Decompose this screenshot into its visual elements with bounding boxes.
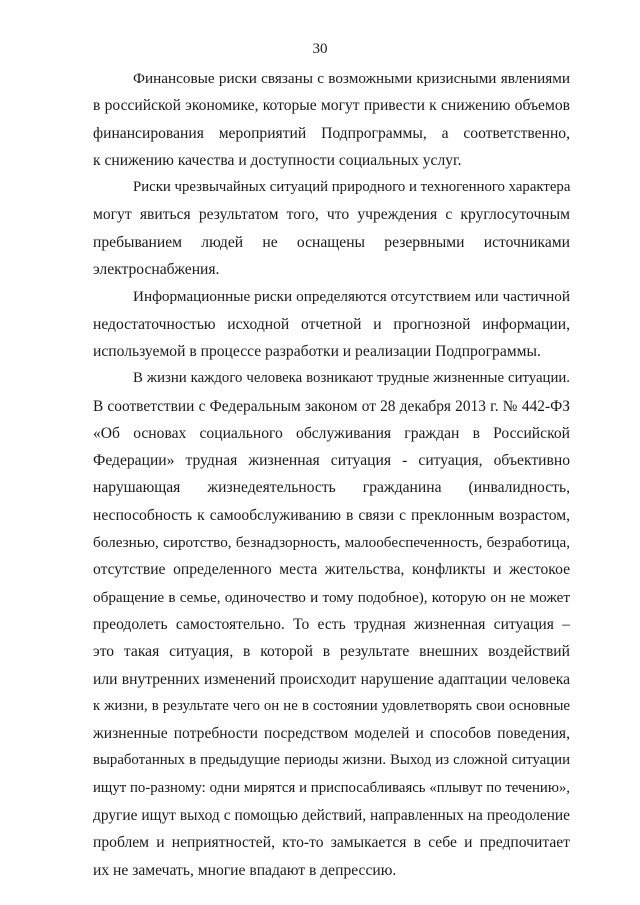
text-line: недостаточностью исходной отчетной и прогнозной информации, — [93, 315, 570, 333]
text-line: неспособность к самообслуживанию в связи с преклонным возрастом, — [93, 506, 570, 524]
text-line: жизненные потребности посредством моделей и способов поведения, — [93, 725, 570, 743]
paragraph-information-risks — [93, 283, 570, 365]
paragraph-financial-risks — [93, 65, 570, 174]
document-body — [93, 65, 570, 884]
text-line: Риски чрезвычайных ситуаций природного и техногенного характера — [133, 179, 571, 196]
text-line: Финансовые риски связаны с возможными кризисными явлениями — [133, 70, 570, 87]
text-line: обращение в семье, одиночество и тому подобное), которую он не может — [93, 588, 570, 606]
text-line: используемой в процессе разработки и реализации Подпрограммы. — [93, 342, 541, 360]
text-line: пребыванием людей не оснащены резервными источниками — [93, 233, 570, 251]
text-line: могут явиться результатом того, что учреждения с круглосуточным — [93, 206, 570, 224]
text-line: Федерации» трудная жизненная ситуация - ситуация, объективно — [93, 452, 570, 470]
text-line: другие ищут выход с помощью действий, направленных на преодоление — [93, 807, 570, 825]
paragraph-emergency-risks — [93, 174, 570, 283]
page-number: 30 — [312, 41, 328, 57]
text-line: болезнью, сиротство, безнадзорность, малообеспеченность, безработица, — [93, 534, 570, 552]
text-line: выработанных в предыдущие периоды жизни. Выход из сложной ситуации — [93, 752, 570, 769]
text-line: отсутствие определенного места жительства, конфликты и жестокое — [93, 561, 570, 579]
text-line: проблем и неприятностей, кто-то замыкается в себе и предпочитает — [93, 834, 570, 852]
text-line: «Об основах социального обслуживания граждан в Российской — [93, 424, 570, 442]
text-line: преодолеть самостоятельно. То есть трудная жизненная ситуация – — [93, 615, 570, 633]
text-line: нарушающая жизнедеятельность гражданина (инвалидность, — [93, 479, 570, 497]
text-line: их не замечать, многие впадают в депрессию. — [93, 861, 397, 879]
text-line: электроснабжения. — [93, 261, 220, 279]
text-line: к жизни, в результате чего он не в состоянии удовлетворять свои основные — [93, 697, 570, 714]
paragraph-difficult-situations — [93, 365, 570, 884]
text-line: в российской экономике, которые могут привести к снижению объемов — [93, 97, 570, 115]
text-line: финансирования мероприятий Подпрограммы, а соответственно, — [93, 124, 570, 142]
text-line: или внутренних изменений происходит нарушение адаптации человека — [93, 670, 570, 688]
text-line: Информационные риски определяются отсутствием или частичной — [133, 288, 570, 306]
text-line: ищут по-разному: одни мирятся и приспосабливаясь «плывут по течению», — [93, 779, 570, 796]
text-line: В соответствии с Федеральным законом от 28 декабря 2013 г. № 442-ФЗ — [93, 397, 570, 415]
text-line: к снижению качества и доступности социальных услуг. — [93, 151, 462, 169]
text-line: это такая ситуация, в которой в результате внешних воздействий — [93, 643, 570, 661]
text-line: В жизни каждого человека возникают трудные жизненные ситуации. — [133, 370, 570, 387]
